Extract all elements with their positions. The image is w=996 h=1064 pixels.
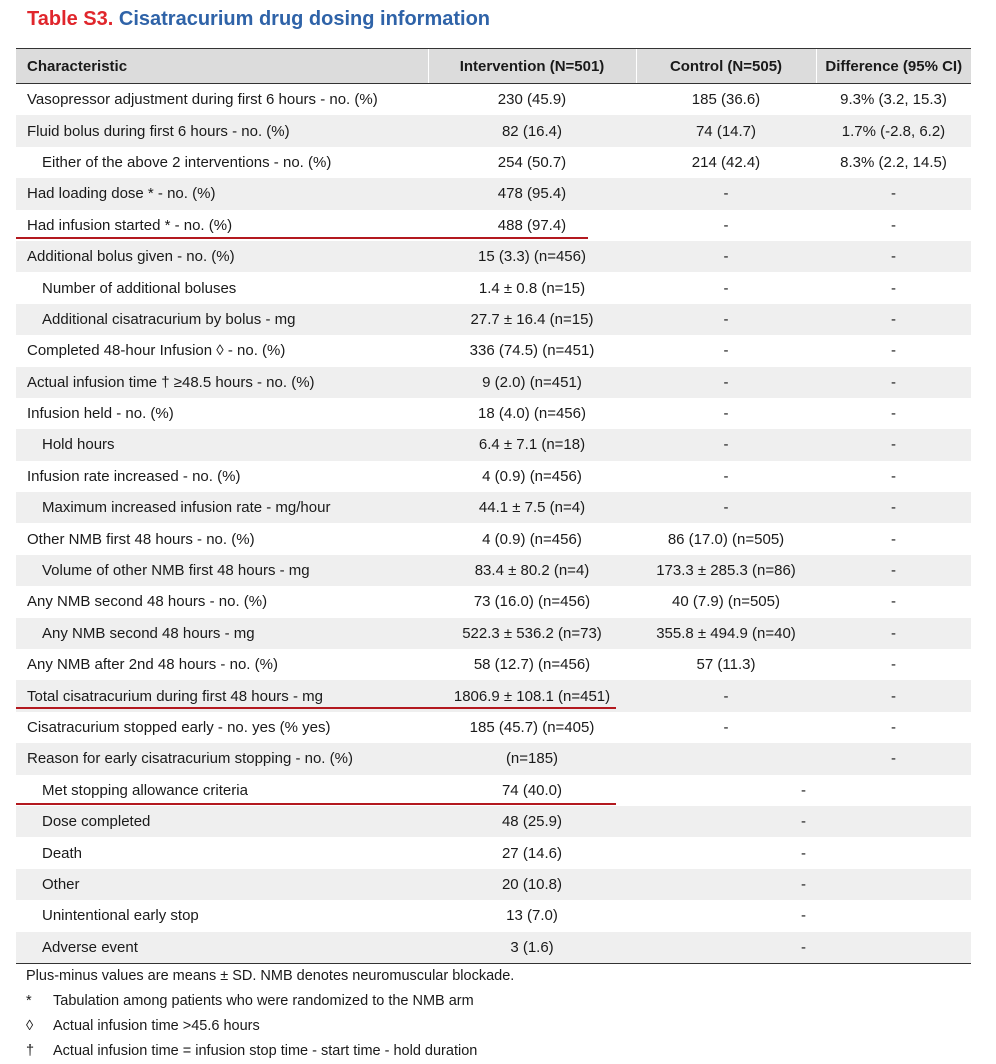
- characteristic-cell: Any NMB second 48 hours - mg: [42, 624, 255, 642]
- table-row: [16, 335, 971, 366]
- difference-cell: -: [891, 279, 896, 297]
- intervention-cell: 522.3 ± 536.2 (n=73): [462, 624, 602, 642]
- table-row: [16, 398, 971, 429]
- table-row: [16, 272, 971, 303]
- characteristic-cell: Had infusion started * - no. (%): [27, 216, 233, 234]
- table-row: [16, 900, 971, 931]
- footnote-completed: [26, 1014, 514, 1039]
- control-difference-cell: -: [801, 844, 806, 862]
- intervention-cell: 1806.9 ± 108.1 (n=451): [453, 687, 611, 705]
- difference-cell: -: [891, 342, 896, 360]
- characteristic-cell: Fluid bolus during first 6 hours - no. (%): [27, 122, 290, 140]
- table-row: [16, 241, 971, 272]
- characteristic-cell: Dose completed: [42, 813, 151, 831]
- difference-cell: -: [891, 624, 896, 642]
- difference-cell: -: [891, 248, 896, 266]
- intervention-cell: 4 (0.9) (n=456): [482, 530, 582, 548]
- table-row: [16, 115, 971, 146]
- intervention-cell: 27 (14.6): [501, 844, 563, 862]
- characteristic-cell: Actual infusion time † ≥48.5 hours - no. (%): [27, 373, 315, 391]
- intervention-cell: 4 (0.9) (n=456): [482, 467, 582, 485]
- column-header-control: Control (N=505): [636, 49, 816, 84]
- dosing-table: [16, 48, 971, 964]
- intervention-cell: 13 (7.0): [506, 907, 558, 925]
- table-row: [16, 837, 971, 868]
- table-caption: Cisatracurium drug dosing information: [118, 8, 491, 30]
- difference-cell: -: [891, 436, 896, 454]
- characteristic-cell: Other: [42, 875, 80, 893]
- control-cell: -: [723, 719, 729, 736]
- annotation-underline-total-cisatracurium: [16, 707, 616, 709]
- column-header-characteristic: Characteristic: [16, 49, 428, 84]
- characteristic-cell: Additional cisatracurium by bolus - mg: [42, 310, 296, 328]
- characteristic-cell: Infusion rate increased - no. (%): [27, 467, 241, 485]
- difference-cell: -: [891, 593, 896, 611]
- intervention-cell: 27.7 ± 16.4 (n=15): [470, 310, 594, 328]
- characteristic-cell: Death: [42, 844, 83, 862]
- table-row: [16, 147, 971, 178]
- intervention-cell: 9 (2.0) (n=451): [482, 373, 582, 391]
- footnote-symbol: *: [26, 993, 32, 1009]
- table-row: [16, 712, 971, 743]
- table-title: [27, 8, 490, 31]
- difference-cell: 1.7% (-2.8, 6.2): [841, 122, 946, 140]
- difference-cell: -: [891, 687, 896, 705]
- intervention-cell: 478 (95.4): [497, 185, 567, 203]
- column-header-intervention: Intervention (N=501): [428, 49, 636, 84]
- control-cell: 185 (36.6): [691, 91, 761, 109]
- control-cell: 355.8 ± 494.9 (n=40): [656, 624, 796, 642]
- column-header-difference: Difference (95% CI): [816, 49, 971, 84]
- table-row: [16, 775, 971, 806]
- table-number: Table S3.: [27, 8, 114, 30]
- characteristic-cell: Any NMB second 48 hours - no. (%): [27, 593, 268, 611]
- intervention-cell: 58 (12.7) (n=456): [473, 656, 591, 674]
- characteristic-cell: Cisatracurium stopped early - no. yes (% yes): [27, 719, 331, 736]
- control-difference-cell: -: [801, 781, 806, 799]
- characteristic-cell: Adverse event: [16, 932, 428, 964]
- footnote-actual-time: [26, 1039, 514, 1064]
- characteristic-cell: Either of the above 2 interventions - no. (%): [42, 153, 332, 171]
- annotation-underline-stopping-criteria: [16, 803, 616, 805]
- control-cell: -: [723, 248, 729, 266]
- difference-cell: -: [891, 310, 896, 328]
- characteristic-cell: Reason for early cisatracurium stopping - no. (%): [27, 750, 353, 768]
- intervention-cell: 488 (97.4): [497, 216, 567, 234]
- intervention-cell: 3 (1.6): [428, 932, 636, 964]
- table-row: [16, 178, 971, 209]
- difference-cell: -: [891, 185, 896, 203]
- table-row: [16, 461, 971, 492]
- footnote-text: Tabulation among patients who were randomized to the NMB arm: [53, 993, 474, 1009]
- intervention-cell: 20 (10.8): [501, 875, 563, 893]
- table-row: [16, 492, 971, 523]
- control-cell: -: [723, 687, 729, 705]
- characteristic-cell: Number of additional boluses: [42, 279, 237, 297]
- intervention-cell: 18 (4.0) (n=456): [478, 405, 586, 423]
- control-cell: 74 (14.7): [695, 122, 757, 140]
- control-cell: -: [723, 373, 729, 391]
- table-row: [16, 743, 971, 774]
- characteristic-cell: Unintentional early stop: [42, 907, 199, 925]
- characteristic-cell: Maximum increased infusion rate - mg/hour: [42, 499, 331, 517]
- characteristic-cell: Had loading dose * - no. (%): [27, 185, 216, 203]
- characteristic-cell: Additional bolus given - no. (%): [27, 248, 235, 266]
- intervention-cell: 82 (16.4): [501, 122, 563, 140]
- intervention-cell: 73 (16.0) (n=456): [473, 593, 591, 611]
- footnote-symbol: ◊: [26, 1018, 34, 1034]
- control-cell: -: [723, 216, 729, 234]
- characteristic-cell: Vasopressor adjustment during first 6 hours - no. (%): [27, 91, 378, 109]
- characteristic-cell: Total cisatracurium during first 48 hours - mg: [27, 687, 323, 705]
- difference-cell: -: [891, 373, 896, 391]
- difference-cell: -: [891, 750, 896, 768]
- table-row: [16, 523, 971, 554]
- characteristic-cell: Hold hours: [42, 436, 115, 454]
- difference-cell: -: [891, 467, 896, 485]
- difference-cell: -: [891, 405, 896, 423]
- control-difference-cell: -: [801, 875, 806, 893]
- table-header: [16, 49, 971, 84]
- control-cell: -: [723, 185, 729, 203]
- intervention-cell: 336 (74.5) (n=451): [469, 342, 595, 360]
- control-cell: -: [723, 436, 729, 454]
- characteristic-cell: Other NMB first 48 hours - no. (%): [27, 530, 255, 548]
- intervention-cell: 83.4 ± 80.2 (n=4): [474, 562, 590, 580]
- control-cell: -: [723, 467, 729, 485]
- table-row: [16, 555, 971, 586]
- control-cell: 40 (7.9) (n=505): [672, 593, 780, 611]
- intervention-cell: 15 (3.3) (n=456): [478, 248, 586, 266]
- header-row: [16, 49, 971, 84]
- difference-cell: 8.3% (2.2, 14.5): [840, 153, 947, 171]
- intervention-cell: 48 (25.9): [501, 813, 563, 831]
- table-row: [16, 367, 971, 398]
- difference-cell: -: [891, 562, 896, 580]
- characteristic-cell: Any NMB after 2nd 48 hours - no. (%): [27, 656, 278, 674]
- footnote-general: Plus-minus values are means ± SD. NMB denotes neuromuscular blockade.: [26, 968, 515, 984]
- footnotes: [26, 964, 514, 1064]
- control-cell: -: [723, 342, 729, 360]
- table-row: [16, 932, 971, 964]
- control-difference-cell: -: [801, 813, 806, 831]
- table-row: [16, 429, 971, 460]
- intervention-cell: 6.4 ± 7.1 (n=18): [478, 436, 586, 454]
- intervention-cell: 185 (45.7) (n=405): [469, 719, 595, 736]
- control-difference-cell: -: [636, 932, 971, 964]
- difference-cell: -: [891, 216, 896, 234]
- control-cell: 214 (42.4): [691, 153, 761, 171]
- control-cell: 173.3 ± 285.3 (n=86): [656, 562, 796, 580]
- annotation-underline-infusion-started: [16, 237, 588, 239]
- footnote-symbol: †: [26, 1043, 35, 1059]
- footnote-loading: [26, 989, 514, 1014]
- table-row: [16, 586, 971, 617]
- table-row: [16, 806, 971, 837]
- control-cell: -: [723, 499, 729, 517]
- control-cell: [636, 743, 816, 774]
- difference-cell: -: [891, 499, 896, 517]
- control-cell: -: [723, 405, 729, 423]
- difference-cell: -: [891, 530, 896, 548]
- intervention-cell: (n=185): [505, 750, 559, 768]
- characteristic-cell: Met stopping allowance criteria: [42, 781, 248, 799]
- table-row: [16, 618, 971, 649]
- table-row: [16, 649, 971, 680]
- control-cell: -: [723, 279, 729, 297]
- difference-cell: -: [891, 719, 896, 736]
- intervention-cell: 230 (45.9): [497, 91, 567, 109]
- control-cell: 57 (11.3): [696, 656, 756, 674]
- footnote-text: Actual infusion time = infusion stop time - start time - hold duration: [53, 1043, 478, 1059]
- control-cell: -: [723, 310, 729, 328]
- table-body: [16, 84, 971, 964]
- table-row: [16, 869, 971, 900]
- intervention-cell: 74 (40.0): [501, 781, 563, 799]
- characteristic-cell: Completed 48-hour Infusion ◊ - no. (%): [27, 342, 286, 360]
- control-cell: 86 (17.0) (n=505): [667, 530, 785, 548]
- footnote-text: Actual infusion time >45.6 hours: [53, 1018, 260, 1034]
- characteristic-cell: Infusion held - no. (%): [27, 405, 174, 423]
- characteristic-cell: Volume of other NMB first 48 hours - mg: [42, 562, 310, 580]
- difference-cell: -: [891, 656, 896, 674]
- table-row: [16, 84, 971, 116]
- table-row: [16, 304, 971, 335]
- difference-cell: 9.3% (3.2, 15.3): [840, 91, 947, 109]
- control-difference-cell: -: [801, 907, 806, 925]
- intervention-cell: 44.1 ± 7.5 (n=4): [478, 499, 586, 517]
- intervention-cell: 254 (50.7): [497, 153, 567, 171]
- intervention-cell: 1.4 ± 0.8 (n=15): [478, 279, 586, 297]
